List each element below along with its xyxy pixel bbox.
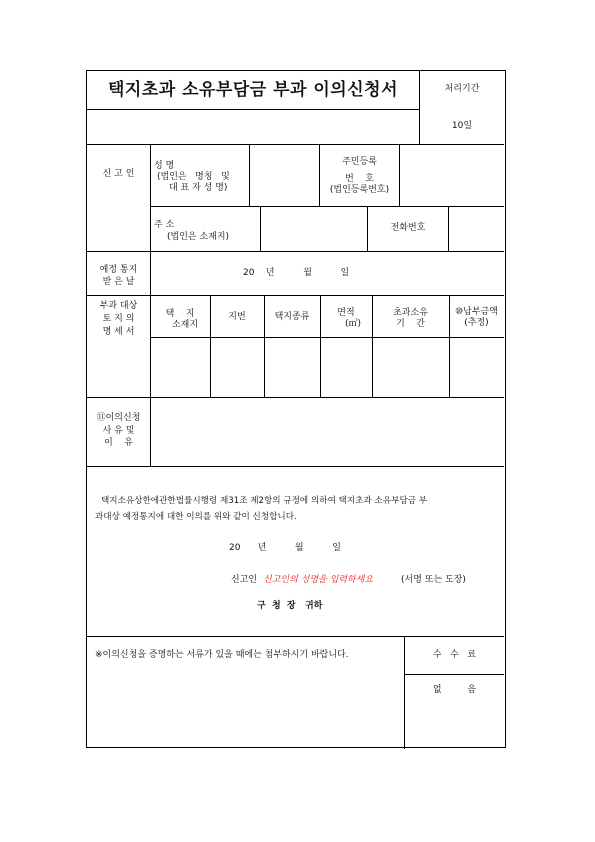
col-area: 면적 [337,308,355,318]
registration-sub-label: 번 호 [345,174,374,184]
lot-number-input[interactable] [211,338,264,397]
divider [419,71,420,144]
signer-label: 신고인 [231,575,258,585]
divider [87,109,419,110]
target-land-label: 토 지 의 [102,314,135,324]
name-label: 성 명 [154,161,175,171]
phone-label: 전화번호 [390,223,426,233]
address-input[interactable] [261,207,367,251]
area-input[interactable] [321,338,372,397]
registration-label: 주민등록 [342,157,377,167]
divider [87,466,504,467]
target-land-label: 부과 대상 [99,301,138,311]
statement-text: 과대상 예정통지에 대한 이의를 위와 같이 신청합니다. [95,512,297,522]
address-sub-label: (법인은 소재지) [167,232,230,242]
application-date[interactable]: 20 년 월 일 [229,543,341,553]
objection-reason-label: ⑪이의신청 [96,413,141,423]
fee-value: 없 음 [432,685,477,695]
col-land-type: 택지종류 [274,312,310,322]
address-label: 주 소 [154,220,175,230]
registration-sub-label: (법인등록번호) [329,185,390,195]
signer-name-input[interactable]: 신고인의 성명을 입력하세요 [263,575,374,585]
col-payment-amount: (추정) [464,318,489,328]
name-input[interactable] [250,145,318,205]
phone-input[interactable] [449,207,504,251]
excess-period-input[interactable] [373,338,449,397]
objection-reason-input[interactable] [151,398,504,466]
signature-note: (서명 또는 도장) [401,575,466,585]
target-land-label: 명 세 서 [102,327,135,337]
attachment-note: ※이의신청을 증명하는 서류가 있을 때에는 첨부하시기 바랍니다. [95,650,349,660]
processing-period-label: 처리기간 [444,84,480,94]
col-lot-number: 지번 [228,312,246,322]
col-payment-amount: ⑩납부금액 [455,307,498,317]
notice-received-label: 받 은 날 [102,277,135,287]
objection-form [86,70,506,748]
objection-reason-label: 사 유 및 [102,426,135,436]
registration-input[interactable] [400,145,504,205]
addressee: 구 청 장 귀하 [257,601,323,611]
fee-label: 수 수 료 [432,650,477,660]
location-input[interactable] [151,338,210,397]
divider [87,636,504,637]
form-title: 택지초과 소유부담금 부과 이의신청서 [107,80,398,100]
name-sub-label: 대 표 자 성 명) [169,183,228,193]
applicant-section-label: 신 고 인 [102,169,135,179]
objection-reason-label: 이 유 [104,438,133,448]
processing-period-value: 10일 [451,121,473,131]
col-area: (㎡) [344,319,362,329]
name-sub-label: (법인은 명칭 및 [157,172,230,182]
notice-received-label: 예정 통지 [99,265,138,275]
statement-text: 택지소유상한에관한법률시행령 제31조 제2항의 규정에 의하여 택지초과 소유부담금 부 [101,496,428,506]
notice-date[interactable]: 20 년 월 일 [243,268,350,278]
col-excess-period: 초과소유 [393,308,428,318]
col-location: 택 지 [165,309,195,319]
payment-amount-input[interactable] [450,338,504,397]
land-type-input[interactable] [265,338,320,397]
divider [404,674,504,675]
col-excess-period: 기 간 [396,319,425,329]
col-location: 소재지 [171,320,199,330]
